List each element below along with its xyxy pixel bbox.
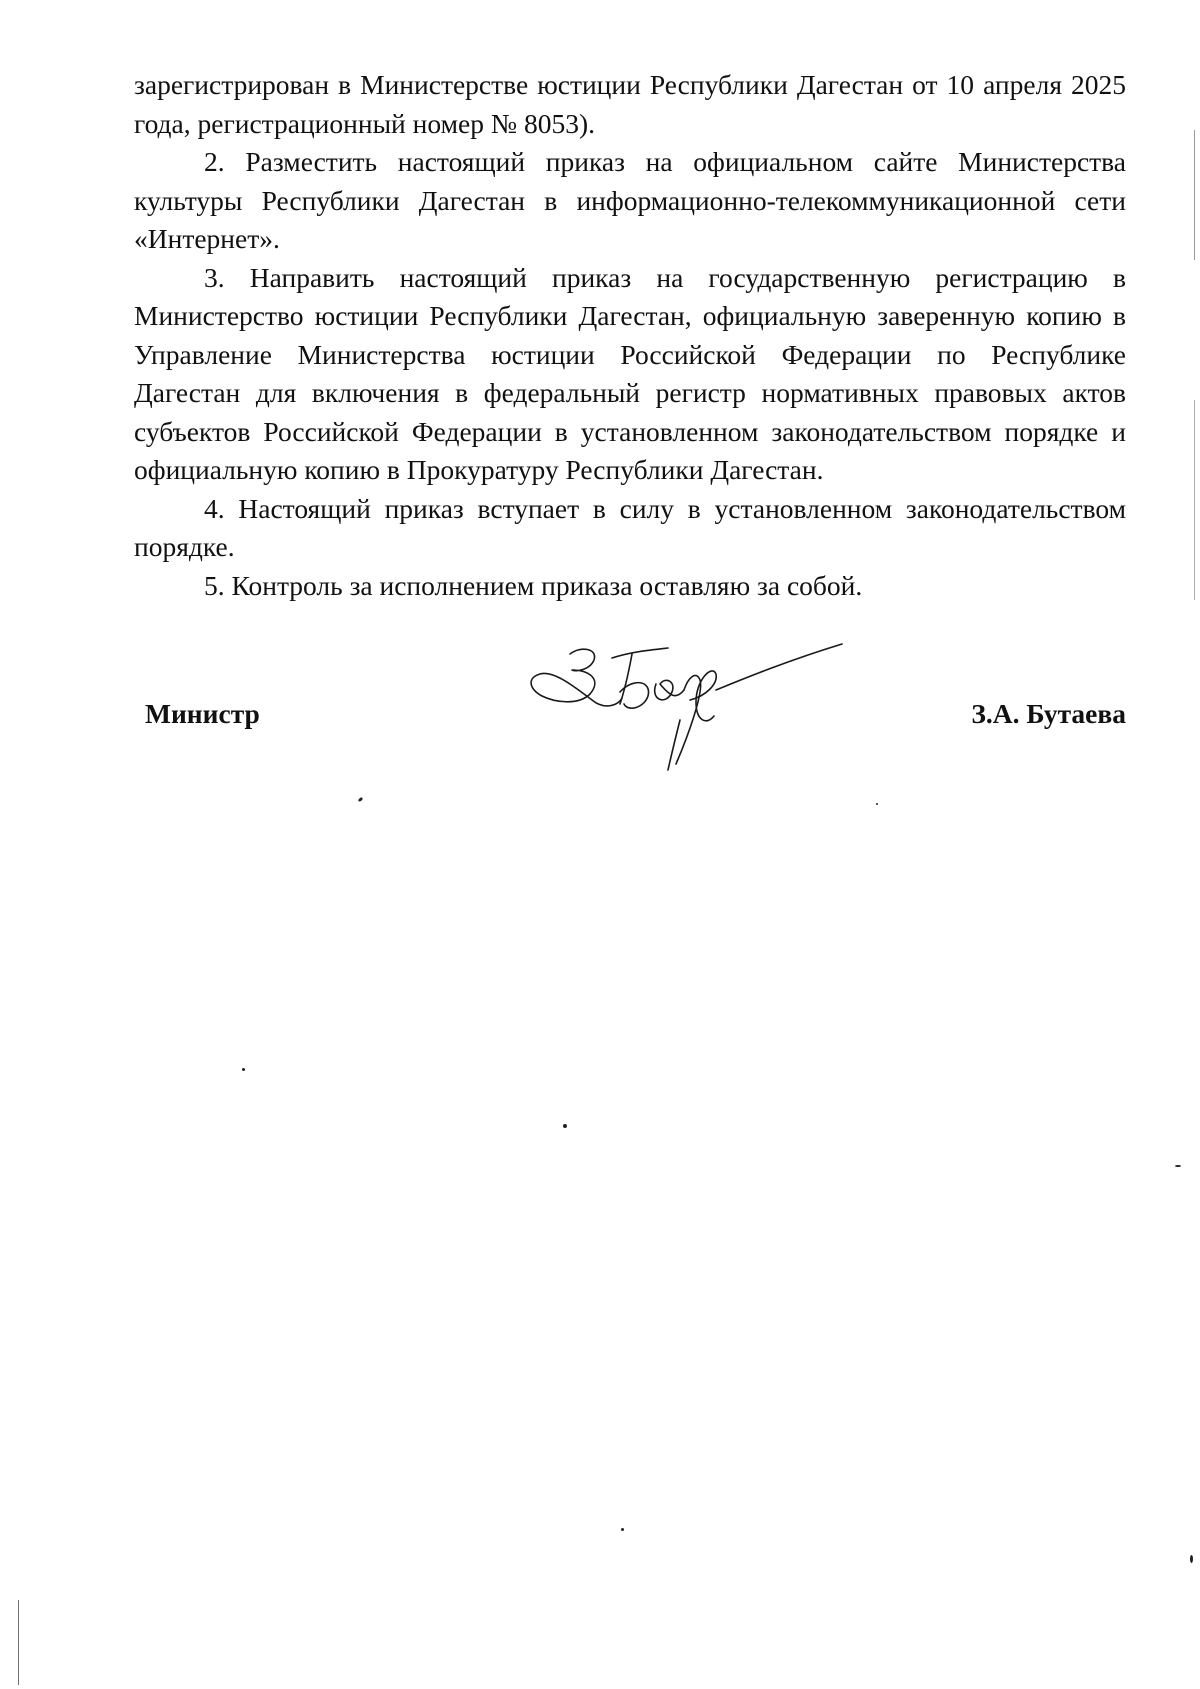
signatory-title: Министр xyxy=(145,698,260,729)
scan-speck xyxy=(242,1068,245,1071)
scan-speck xyxy=(621,1528,624,1531)
paragraph-item-3: 3. Направить настоящий приказ на государственную регистрацию в Министерство юстиции Республики Дагестан, официальную заверенную копию в Управление Министерства юстиции Российской Федерации по Республике Дагестан для включения в федеральный регистр нормативных правовых актов субъектов Российской Федерации в установленном законодательством порядке и официальную копию в Прокуратуру Республики Дагестан. xyxy=(134,261,1126,485)
scan-speck xyxy=(1190,1555,1193,1563)
scan-speck xyxy=(876,803,878,805)
scan-edge-line xyxy=(1194,400,1195,600)
scan-speck xyxy=(358,797,364,803)
scan-speck xyxy=(1175,1165,1181,1167)
paragraph-continuation: зарегистрирован в Министерстве юстиции Республики Дагестан от 10 апреля 2025 года, регистрационный номер № 8053). xyxy=(134,69,1126,139)
scan-edge-line xyxy=(1194,130,1195,260)
paragraph-item-5: 5. Контроль за исполнением приказа оставляю за собой. xyxy=(204,569,863,601)
paragraph-item-2: 2. Разместить настоящий приказ на официальном сайте Министерства культуры Республики Дагестан в информационно-телекоммуникационной сети «Интернет». xyxy=(134,146,1126,254)
handwritten-signature xyxy=(520,640,860,790)
document-body xyxy=(134,66,1126,605)
scan-edge-line xyxy=(18,1600,19,1685)
signatory-name: З.А. Бутаева xyxy=(971,698,1126,729)
scan-speck xyxy=(563,1124,567,1128)
paragraph-item-4: 4. Настоящий приказ вступает в силу в установленном законодательством порядке. xyxy=(134,492,1126,562)
